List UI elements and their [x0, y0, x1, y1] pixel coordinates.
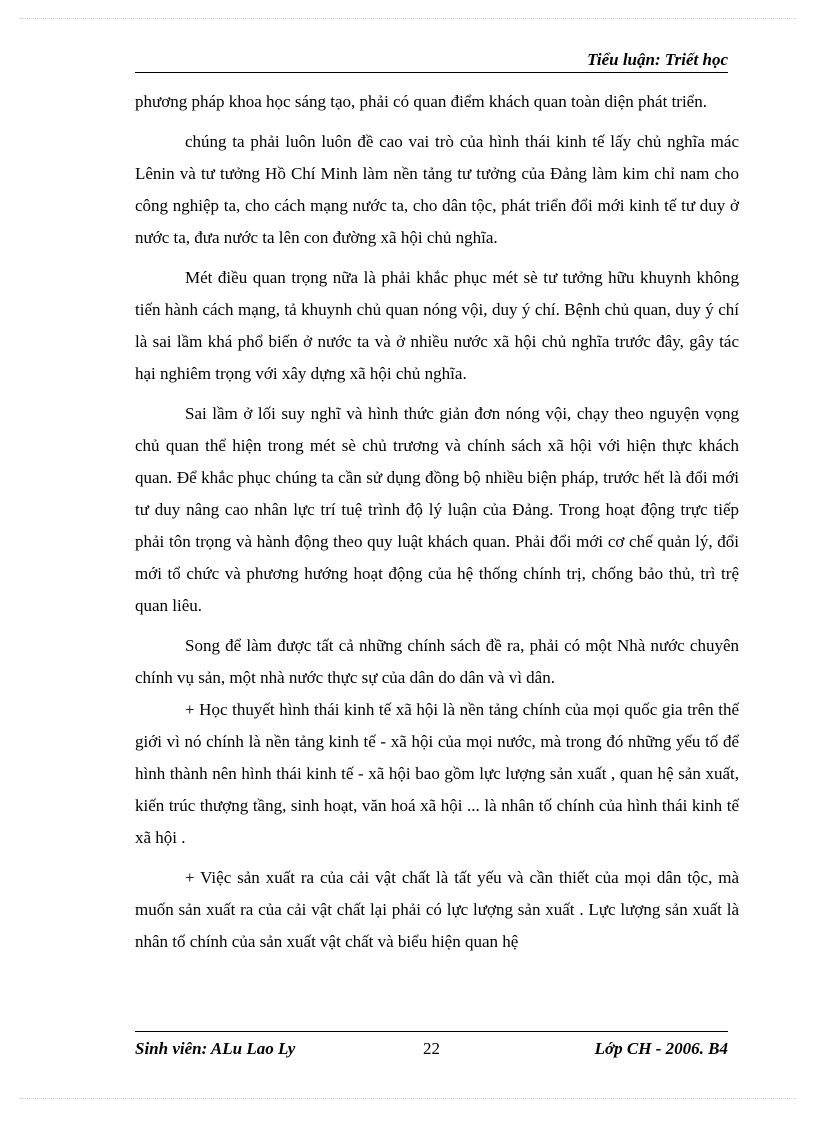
document-body	[135, 86, 739, 966]
page-bottom-border	[20, 1098, 796, 1099]
paragraph: Song để làm được tất cả những chính sách đề ra, phải có một Nhà nước chuyên chính vụ sản, một nhà nước thực sự của dân do dân và vì dân.	[135, 636, 739, 687]
paragraph: Sai lầm ở lối suy nghĩ và hình thức giản đơn nóng vội, chạy theo nguyện vọng chủ quan thể hiện trong mét sè chủ trương và chính sách xã hội với hiện thực khách quan. Để khắc phục chúng ta cần sử dụng đồng bộ nhiều biện pháp, trước hết là đổi mới tư duy nâng cao nhân lực trí tuệ trình độ lý luận của Đảng. Trong hoạt động trực tiếp phải tôn trọng và hành động theo quy luật khách quan. Phải đổi mới cơ chế quản lý, đổi mới tổ chức và phương hướng hoạt động của hệ thống chính trị, chống bảo thủ, trì trệ quan liêu.	[135, 404, 739, 615]
footer-rule	[135, 1031, 728, 1032]
paragraph: + Việc sản xuất ra của cải vật chất là tất yếu và cần thiết của mọi dân tộc, mà muốn sản xuất ra của cải vật chất lại phải có lực lượng sản xuất . Lực lượng sản xuất là nhân tố chính của sản xuất vật chất và biểu hiện quan hệ	[135, 868, 739, 951]
header-title: Tiểu luận: Triết học	[587, 50, 728, 69]
page-footer	[135, 1038, 728, 1062]
page-top-border	[20, 18, 796, 19]
paragraph: chúng ta phải luôn luôn đề cao vai trò của hình thái kinh tế lấy chủ nghĩa mác Lênin và tư tưởng Hồ Chí Minh làm nền tảng tư tưởng của Đảng làm kim chỉ nam cho công nghiệp ta, cho cách mạng nước ta, cho dân tộc, phát triển đổi mới kinh tế tư duy ở nước ta, đưa nước ta lên con đường xã hội chủ nghĩa.	[135, 132, 739, 247]
page-header	[135, 48, 728, 73]
footer-student-name: Sinh viên: ALu Lao Ly	[135, 1039, 296, 1058]
paragraph: phương pháp khoa học sáng tạo, phải có quan điểm khách quan toàn diện phát triển.	[135, 92, 707, 111]
footer-class: Lớp CH - 2006. B4	[594, 1039, 728, 1058]
paragraph: + Học thuyết hình thái kinh tế xã hội là nền tảng chính của mọi quốc gia trên thế giới vì nó chính là nền tảng kinh tế - xã hội của mọi nước, mà trong đó những yếu tố để hình thành nên hình thái kinh tế - xã hội bao gồm lực lượng sản xuất , quan hệ sản xuất, kiến trúc thượng tầng, sinh hoạt, văn hoá xã hội ... là nhân tố chính của hình thái kinh tế xã hội .	[135, 700, 739, 847]
footer-page-number: 22	[423, 1039, 440, 1058]
paragraph: Mét điều quan trọng nữa là phải khắc phục mét sè tư tưởng hữu khuynh không tiến hành cách mạng, tả khuynh chủ quan nóng vội, duy ý chí. Bệnh chủ quan, duy ý chí là sai lầm khá phổ biến ở nước ta và ở nhiều nước xã hội chủ nghĩa trước đây, gây tác hại nghiêm trọng với xây dựng xã hội chủ nghĩa.	[135, 268, 739, 383]
